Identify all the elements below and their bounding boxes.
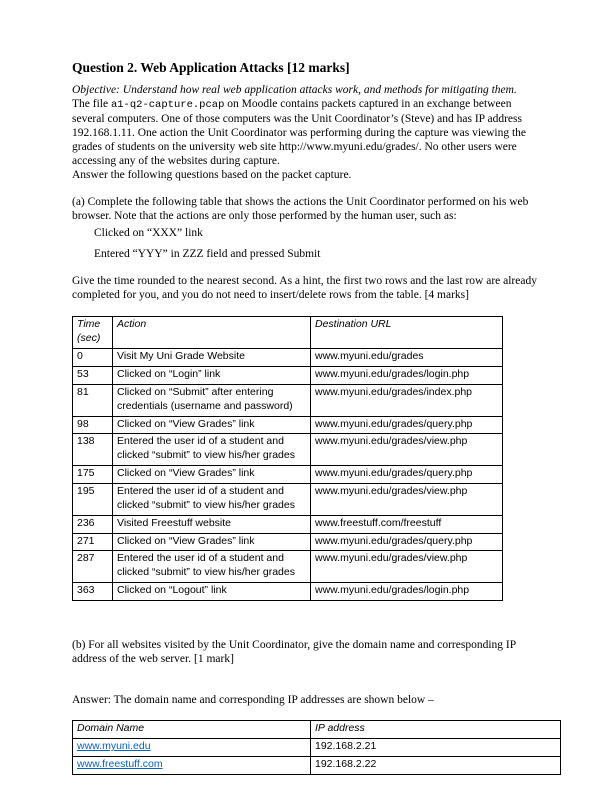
intro-text-pre: The file	[72, 98, 111, 111]
example-line-2: Entered “YYY” in ZZZ field and pressed Submit	[94, 248, 321, 261]
example-line-1: Clicked on “XXX” link	[94, 227, 203, 240]
column-header-action: Action	[113, 317, 311, 349]
part-b-prompt: (b) For all websites visited by the Unit Coordinator, give the domain name and corresponding IP address of the web server. [1 mark]	[72, 639, 516, 666]
cell-url: www.myuni.edu/grades/query.php	[311, 466, 503, 484]
cell-url: www.myuni.edu/grades/view.php	[311, 434, 503, 466]
table-row	[73, 384, 503, 416]
answer-line: Answer: The domain name and corresponding IP addresses are shown below –	[72, 694, 434, 707]
cell-time: 138	[73, 434, 113, 466]
cell-time: 271	[73, 533, 113, 551]
table-row	[73, 484, 503, 516]
cell-time: 53	[73, 367, 113, 385]
cell-action: Clicked on “View Grades” link	[113, 466, 311, 484]
cell-url: www.myuni.edu/grades	[311, 349, 503, 367]
cell-domain	[73, 756, 311, 774]
domain-table	[72, 720, 561, 775]
cell-url: www.myuni.edu/grades/login.php	[311, 583, 503, 601]
question-title: Question 2. Web Application Attacks [12 marks]	[72, 60, 350, 75]
table-header-row	[73, 721, 561, 739]
cell-action: Entered the user id of a student and clicked “submit” to view his/her grades	[113, 551, 311, 583]
cell-action: Entered the user id of a student and clicked “submit” to view his/her grades	[113, 434, 311, 466]
cell-time: 0	[73, 349, 113, 367]
table-row	[73, 533, 503, 551]
cell-time: 98	[73, 416, 113, 434]
intro-text-post: on Moodle contains packets captured in an exchange between several computers. One of those computers was the Unit Coordinator’s (Steve) and has IP address 192.168.1.11. One action the Unit Coordinator was performing during the capture was viewing the grades of students on the university web site http://www.myuni.edu/grades/. No other users were accessing any of the websites during capture.	[72, 98, 527, 168]
table-row	[73, 434, 503, 466]
domain-link-freestuff[interactable]: www.freestuff.com	[77, 757, 163, 770]
cell-action: Clicked on “View Grades” link	[113, 416, 311, 434]
action-table	[72, 316, 503, 601]
cell-action: Clicked on “View Grades” link	[113, 533, 311, 551]
objective-text: Objective: Understand how real web application attacks work, and methods for mitigating them.	[72, 84, 517, 97]
table-row	[73, 367, 503, 385]
cell-time: 195	[73, 484, 113, 516]
column-header-time: Time (sec)	[73, 317, 113, 349]
hint-paragraph: Give the time rounded to the nearest second. As a hint, the first two rows and the last row are already completed for you, and you do not need to insert/delete rows from the table. [4 marks]	[72, 275, 537, 302]
intro-paragraph	[72, 97, 542, 168]
cell-url: www.myuni.edu/grades/view.php	[311, 484, 503, 516]
table-row	[73, 583, 503, 601]
cell-action: Visited Freestuff website	[113, 515, 311, 533]
cell-url: www.freestuff.com/freestuff	[311, 515, 503, 533]
cell-url: www.myuni.edu/grades/index.php	[311, 384, 503, 416]
cell-url: www.myuni.edu/grades/view.php	[311, 551, 503, 583]
cell-url: www.myuni.edu/grades/query.php	[311, 416, 503, 434]
table-row	[73, 466, 503, 484]
column-header-domain-name: Domain Name	[73, 721, 311, 739]
cell-ip: 192.168.2.22	[311, 756, 561, 774]
column-header-ip-address: IP address	[311, 721, 561, 739]
cell-time: 236	[73, 515, 113, 533]
table-row	[73, 738, 561, 756]
table-row	[73, 515, 503, 533]
cell-action: Clicked on “Submit” after entering credentials (username and password)	[113, 384, 311, 416]
cell-ip: 192.168.2.21	[311, 738, 561, 756]
table-row	[73, 416, 503, 434]
cell-url: www.myuni.edu/grades/query.php	[311, 533, 503, 551]
answer-instruction: Answer the following questions based on the packet capture.	[72, 169, 352, 182]
cell-time: 81	[73, 384, 113, 416]
cell-action: Visit My Uni Grade Website	[113, 349, 311, 367]
table-row	[73, 349, 503, 367]
table-row	[73, 551, 503, 583]
cell-action: Entered the user id of a student and clicked “submit” to view his/her grades	[113, 484, 311, 516]
domain-link-myuni[interactable]: www.myuni.edu	[77, 739, 151, 752]
table-row	[73, 756, 561, 774]
cell-time: 175	[73, 466, 113, 484]
cell-time: 287	[73, 551, 113, 583]
cell-domain	[73, 738, 311, 756]
cell-action: Clicked on “Login” link	[113, 367, 311, 385]
table-header-row	[73, 317, 503, 349]
part-a-prompt: (a) Complete the following table that shows the actions the Unit Coordinator performed on his web browser. Note that the actions are only those performed by the human user, such as:	[72, 196, 529, 223]
cell-time: 363	[73, 583, 113, 601]
cell-action: Clicked on “Logout” link	[113, 583, 311, 601]
cell-url: www.myuni.edu/grades/login.php	[311, 367, 503, 385]
column-header-destination-url: Destination URL	[311, 317, 503, 349]
filename-code: a1-q2-capture.pcap	[110, 99, 225, 112]
